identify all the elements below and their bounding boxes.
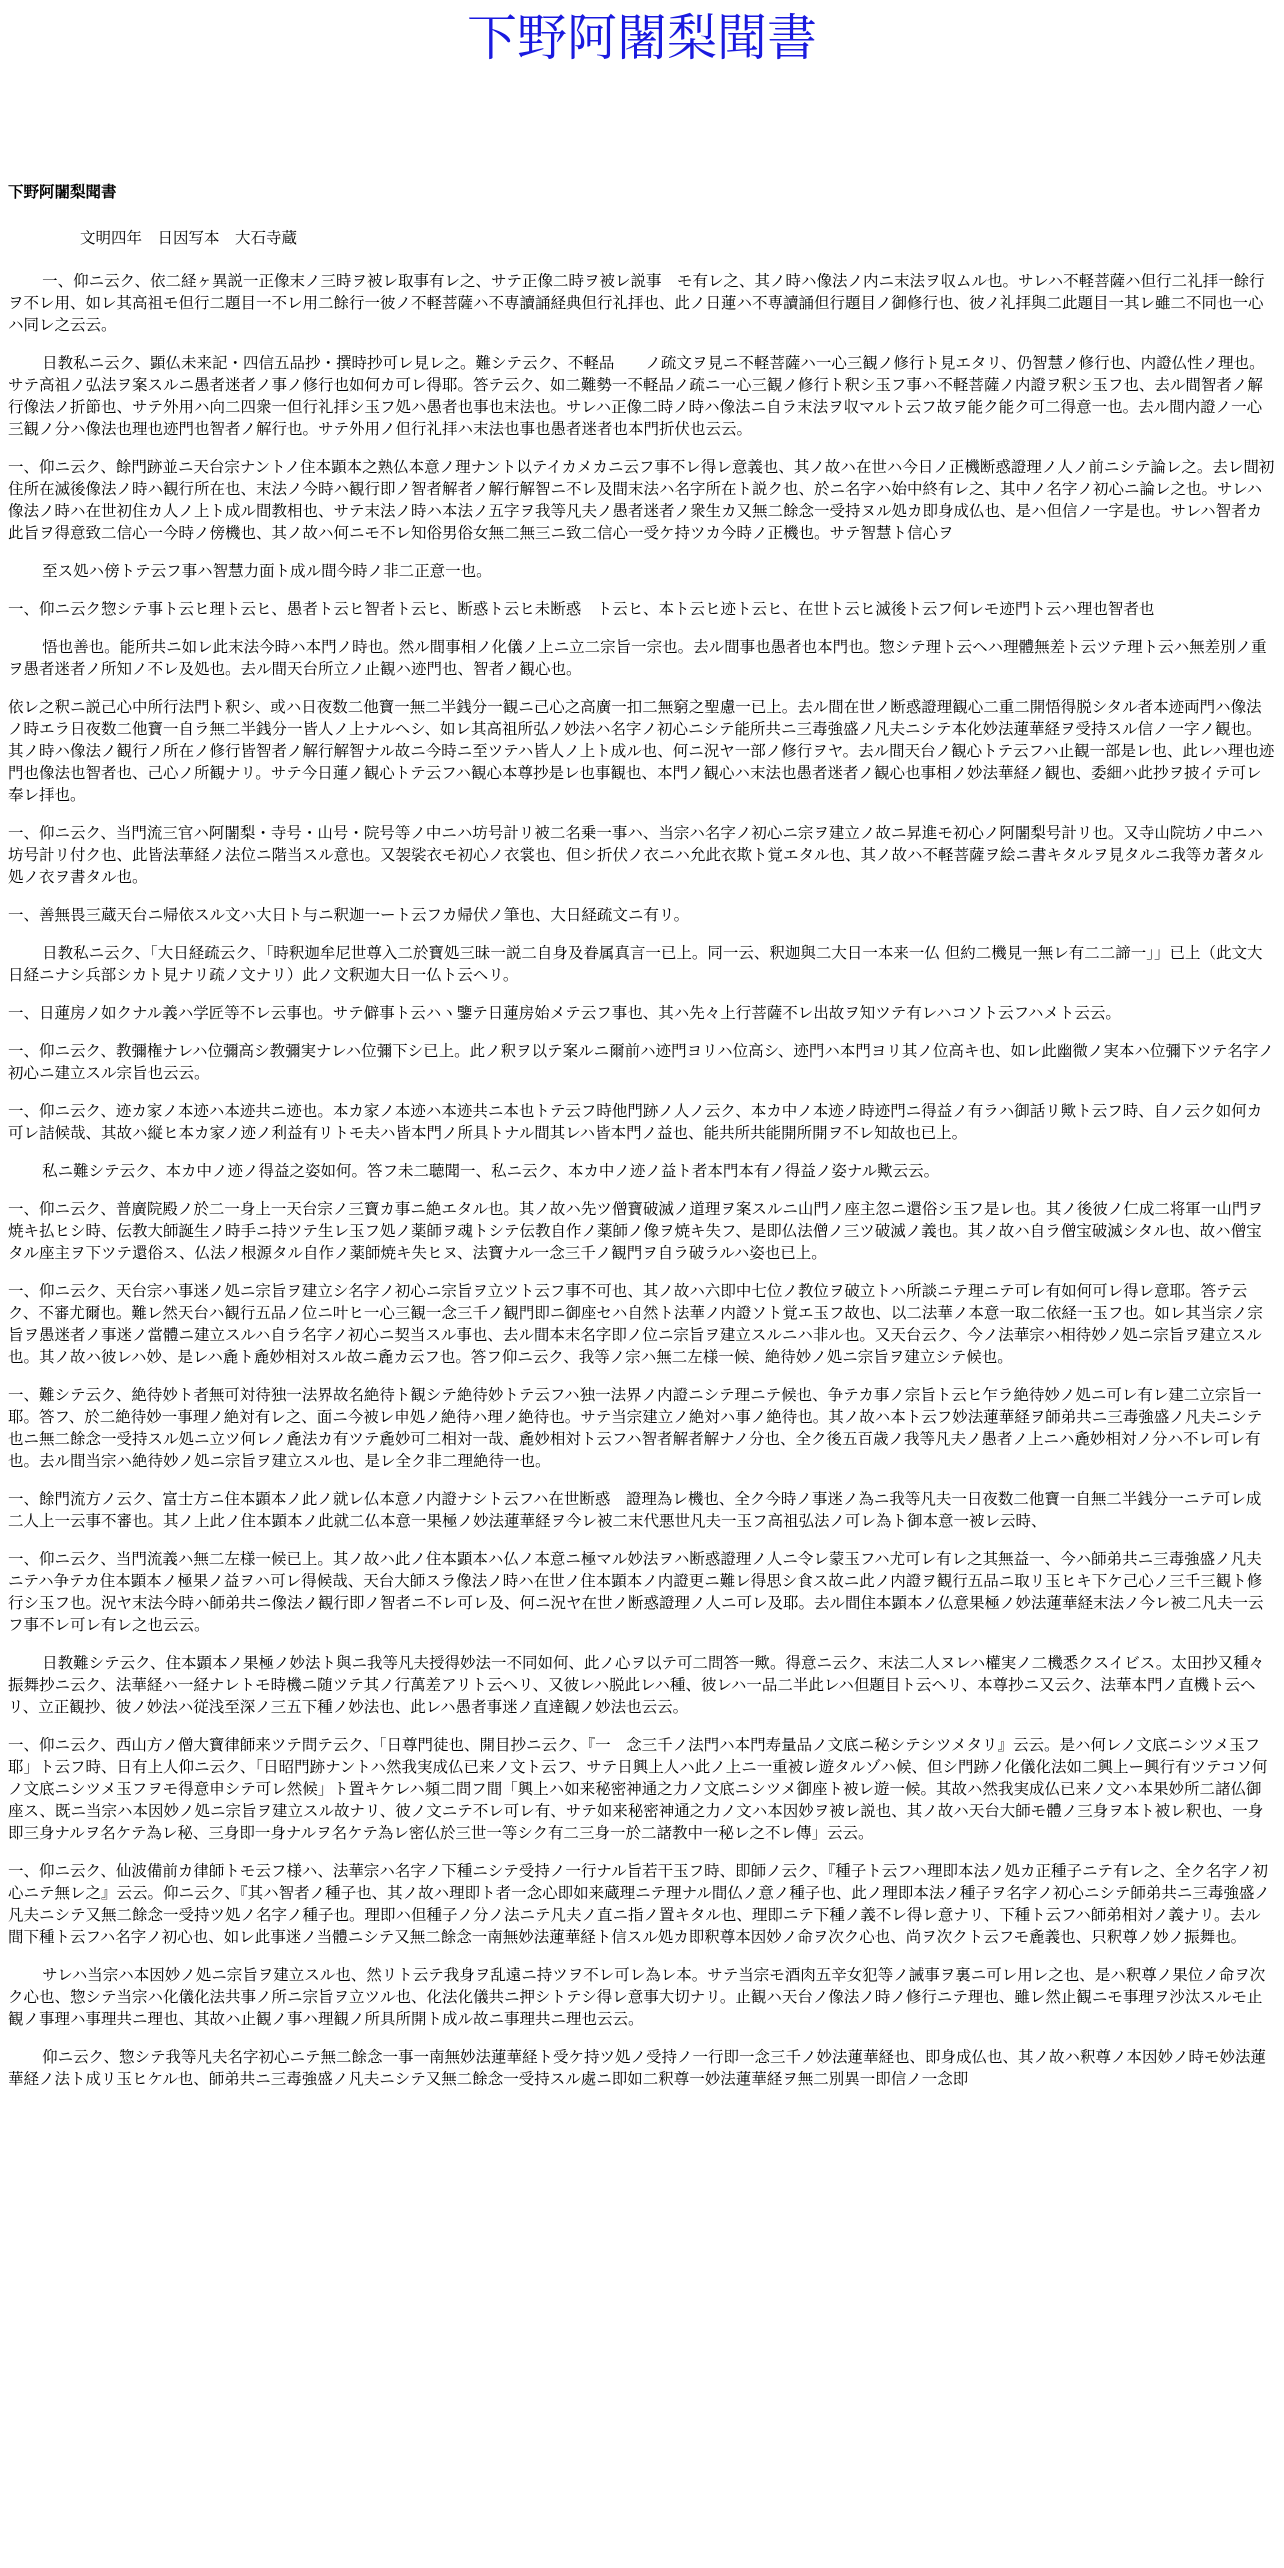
body-paragraph: 一、難シテ云ク、絶待妙ト者無可対待独一法界故名絶待ト観シテ絶待妙トテ云フハ独一法界ノ内證ニシテ理ニテ候也、争テカ事ノ宗旨ト云ヒ乍ラ絶待妙ノ処ニ可レ有レ建二立宗旨一耶。答フ、於二絶待妙一事理ノ絶対有レ之、面ニ今被レ申処ノ絶待ハ理ノ絶待也。サテ当宗建立ノ絶対ハ事ノ絶待也。其ノ故ハ本ト云フ妙法蓮華経ヲ師弟共ニ三毒強盛ノ凡夫ニシテ也ニ無二餘念一受持スル処ニ立ツ何レノ麁法カ有ツテ麁妙可二相対一哉、麁妙相対ト云フハ智者解者解ナノ分也、全ク後五百歳ノ我等凡夫ノ愚者ノ上ニハ麁妙相対ノ分ハ不レ可レ有也。去ル間当宗ハ絶待妙ノ処ニ宗旨ヲ建立スル也、是レ全ク非二理絶待一也。 <box>8 1386 1263 1470</box>
body-paragraph: 一、仰ニ云ク、依二経ヶ異説一正像末ノ三時ヲ被レ取事有レ之、サテ正像二時ヲ被レ説事 モ有レ之、其ノ時ハ像法ノ内ニ末法ヲ収ムル也。サレハ不軽菩薩ハ但行二礼拝一餘行ヲ不レ用、如レ其高祖モ但行二題目一不レ用二餘行一彼ノ不軽菩薩ハ不専讀誦経典但行礼拝也、此ノ日蓮ハ不専讀誦但行題目ノ御修行也、彼ノ礼拝與二此題目一其レ雖二不同也一心ハ同レ之云云。 <box>8 272 1265 334</box>
body-paragraph: 私ニ難シテ云ク、本カ中ノ迹ノ得益之姿如何。答フ未二聴聞一、私ニ云ク、本カ中ノ迹ノ益ト者本門本有ノ得益ノ姿ナル歟云云。 <box>42 1162 940 1180</box>
body-paragraph: 日教難シテ云ク、住本顕本ノ果極ノ妙法ト與ニ我等凡夫授得妙法一不同如何、此ノ心ヲ以テ可二問答一歟。得意ニ云ク、末法二人ヌレハ權実ノ二機悉クスイビス。太田抄又種々振舞抄ニ云ク、法華経ハ一経ナレトモ時機ニ随ツテ其ノ行萬差アリト云ヘリ、又彼レハ脱此レハ種、彼レハ一品二半此レハ但題目ト云ヘリ、本尊抄ニ又云ク、法華本門ノ直機ト云ヘリ、立正観抄、彼ノ妙法ハ従浅至深ノ三五下種ノ妙法也、此レハ愚者事迷ノ直達観ノ妙法也云云。 <box>8 1654 1265 1716</box>
document-heading: 下野阿闍梨聞書 <box>8 182 117 201</box>
body-paragraph: 一、仰ニ云ク、仙波備前カ律師トモ云フ様ハ、法華宗ハ名字ノ下種ニシテ受持ノ一行ナル旨若干玉フ時、即師ノ云ク、『種子ト云フハ理即本法ノ処カ正種子ニテ有レ之、全ク名字ノ初心ニテ無レ之』云云。仰ニ云ク、『其ハ智者ノ種子也、其ノ故ハ理即ト者一念心即如来蔵理ニテ理ナル間仏ノ意ノ種子也、此ノ理即本法ノ種子ヲ名字ノ初心ニシテ師弟共ニ三毒強盛ノ凡夫ニシテ又無二餘念一受持ツ処ノ名字ノ種子也。理即ハ但種子ノ分ノ法ニテ凡夫ノ直ニ指ノ置キタル也、理即ニテ下種ノ義不レ得レ意ナリ、下種ト云フハ師弟相対ノ義ナリ。去ル間下種ト云フハ名字ノ初心也、如レ此事迷ノ当體ニシテ又無二餘念一南無妙法蓮華経ト信スル処カ即釈尊本因妙ノ命ヲ次ク心也、尚ヲ次クト云フモ麁義也、只釈尊ノ妙ノ振舞也。 <box>8 1862 1270 1946</box>
body-paragraph: 一、善無畏三蔵天台ニ帰依スル文ハ大日ト与ニ釈迦一ート云フカ帰伏ノ筆也、大日経疏文ニ有リ。 <box>8 906 690 924</box>
body-paragraph: 日教私ニ云ク、「大日経疏云ク、「時釈迦牟尼世尊入二於寶処三昧一説二自身及眷属真言一已上。同一云、釈迦與二大日一本来一仏 但約二機見一無レ有二二諦一」」已上（此文大日経ニナシ兵部シカト見ナリ疏ノ文ナリ）此ノ文釈迦大日一仏ト云ヘリ。 <box>8 944 1263 984</box>
body-paragraph: 日教私ニ云ク、顕仏未来記・四信五品抄・撰時抄可レ見レ之。難シテ云ク、不軽品 ノ疏文ヲ見ニ不軽菩薩ハ一心三観ノ修行ト見エタリ、仍智慧ノ修行也、内證仏性ノ理也。サテ高祖ノ弘法ヲ案スルニ愚者迷者ノ事ノ修行也如何カ可レ得耶。答テ云ク、如二難勢一不軽品ノ疏ニ一心三観ノ修行ト釈シ玉フ事ハ不軽菩薩ノ内證ヲ釈シ玉フ也、去ル間智者ノ解行像法ノ折節也、サテ外用ハ向二四衆一但行礼拝シ玉フ処ハ愚者也事也末法也。サレハ正像二時ノ時ハ像法ニ自ラ末法ヲ収マルト云フ故ヲ能ク能ク可二得意一也。去ル間内證ノ一心三観ノ分ハ像法也理也迹門也智者ノ解行也。サテ外用ノ但行礼拝ハ末法也事也愚者迷者也本門折伏也云云。 <box>8 354 1265 438</box>
body-paragraph: 至ス処ハ傍トテ云フ事ハ智慧力面ト成ル間今時ノ非二正意一也。 <box>42 562 492 580</box>
body-paragraph: 一、仰ニ云ク、天台宗ハ事迷ノ処ニ宗旨ヲ建立シ名字ノ初心ニ宗旨ヲ立ツト云フ事不可也、其ノ故ハ六即中七位ノ教位ヲ破立トハ所談ニテ理ニテ可レ有如何可レ得レ意耶。答テ云ク、不審尤爾也。難レ然天台ハ観行五品ノ位ニ叶ヒ一心三観一念三千ノ観門即ニ御座セハ自然ト法華ノ内證ソト覚エ玉フ故也、以二法華ノ本意一取二依経一玉フ也。如レ其当宗ノ宗旨ヲ愚迷者ノ事迷ノ當體ニ建立スルハ自ラ名字ノ初心ニ契当スル事也、去ル間本末名字即ノ位ニ宗旨ヲ建立スルニハ非ル也。又天台云ク、今ノ法華宗ハ相待妙ノ処ニ宗旨ヲ建立スル也。其ノ故ハ彼レハ妙、是レハ麁ト麁妙相対スル故ニ麁カ云フ也。答フ仰ニ云ク、我等ノ宗ハ無二左様一候、絶待妙ノ処ニ宗旨ヲ建立シテ候也。 <box>8 1282 1263 1366</box>
document-byline: 文明四年 日因写本 大石寺蔵 <box>80 229 298 247</box>
body-paragraph: 一、餘門流方ノ云ク、富士方ニ住本顕本ノ此ノ就レ仏本意ノ内證ナシト云フハ在世断惑 證理為レ機也、全ク今時ノ事迷ノ為ニ我等凡夫一日夜数二他寶一自無二半銭分一ニテ可レ成二人上一云事不審也。其ノ上此ノ住本顕本ノ此就二仏本意一果極ノ妙法蓮華経ヲ今レ被二末代悪世凡夫一玉フ高祖弘法ノ可レ為ト御本意一被レ云時、 <box>8 1490 1262 1530</box>
body-paragraph: 一、仰ニ云ク、迹カ家ノ本迹ハ本迹共ニ迹也。本カ家ノ本迹ハ本迹共ニ本也トテ云フ時他門跡ノ人ノ云ク、本カ中ノ本迹ノ時迹門ニ得益ノ有ラハ御話リ歟ト云フ時、自ノ云ク如何カ可レ詰候哉、其故ハ縦ヒ本カ家ノ迹ノ利益有リトモ夫ハ皆本門ノ所具トナル間其レハ皆本門ノ益也、能共所共能開所開ヲ不レ知故也已上。 <box>8 1102 1263 1142</box>
body-paragraph: 一、仰ニ云ク、西山方ノ僧大寶律師来ツテ問テ云ク、「日尊門徒也、開目抄ニ云ク、『一 念三千ノ法門ハ本門寿量品ノ文底ニ秘シテシツメタリ』云云。是ハ何レノ文底ニシツメ玉フ耶」ト云フ時、日有上人仰ニ云ク、「日昭門跡ナントハ然我実成仏已来ノ文ト云フ、サテ日興上人ハ此ノ上ニ一重被レ遊タルゾハ候、但シ門跡ノ化儀化法如二興上ー興行有ツテコソ何ノ文底ニシツメ玉フヲモ得意申シテ可レ然候」ト置キケレハ頻二問フ間「興上ハ如来秘密神通之力ノ文底ニシツメ御座ト被レ遊一候。其故ハ然我実成仏已来ノ文ハ本果妙所二諸仏御座ス、既ニ当宗ハ本因妙ノ処ニ宗旨ヲ建立スル故ナリ、彼ノ文ニテ不レ可レ有、サテ如来秘密神通之力ノ文ハ本因妙ヲ被レ説也、其ノ故ハ天台大師モ體ノ三身ヲ本ト被レ釈也、一身即三身ナルヲ名ケテ為レ秘、三身即一身ナルヲ名ケテ為レ密仏於三世一等シク有二三身一於二諸教中一秘レ之不レ傳」云云。 <box>8 1736 1268 1842</box>
document-body <box>8 270 1276 2106</box>
body-paragraph: 悟也善也。能所共ニ如レ此末法今時ハ本門ノ時也。然ル間事相ノ化儀ノ上ニ立二宗旨一宗也。去ル間事也愚者也本門也。惣シテ理ト云ヘハ理體無差ト云ツテ理ト云ハ無差別ノ重ヲ愚者迷者ノ所知ノ不レ及処也。去ル間天台所立ノ止観ハ迹門也、智者ノ観心也。 <box>8 638 1267 678</box>
body-paragraph: 一、仰ニ云ク惣シテ事ト云ヒ理ト云ヒ、愚者ト云ヒ智者ト云ヒ、断惑ト云ヒ未断惑 ト云ヒ、本ト云ヒ迹ト云ヒ、在世ト云ヒ滅後ト云フ何レモ迹門ト云ハ理也智者也 <box>8 600 1155 618</box>
body-paragraph: サレハ当宗ハ本因妙ノ処ニ宗旨ヲ建立スル也、然リト云テ我身ヲ乱遠ニ持ツヲ不レ可レ為レ本。サテ当宗モ酒肉五辛女犯等ノ誡事ヲ裏ニ可レ用レ之也、是ハ釈尊ノ果位ノ命ヲ次ク心也、惣シテ当宗ハ化儀化法共事ノ所ニ宗旨ヲ立ツル也、化法化儀共ニ押シトテシ得レ意事大切ナリ。止観ハ天台ノ像法ノ時ノ修行ニテ理也、雖レ然止観ニモ事理ヲ沙汰スルモ止観ノ事理ハ事理共ニ理也、其故ハ止観ノ事ハ理観ノ所具所開ト成ル故ニ事理共ニ理也云云。 <box>8 1966 1266 2028</box>
page-title: 下野阿闍梨聞書 <box>467 9 817 67</box>
body-paragraph: 一、仰ニ云ク、普廣院殿ノ於二一身上一天台宗ノ三寶カ事ニ絶エタル也。其ノ故ハ先ツ僧寶破滅ノ道理ヲ案スルニ山門ノ座主忽ニ還俗シ玉フ是レ也。其ノ後彼ノ仁成二将軍一山門ヲ焼キ払ヒシ時、伝教大師誕生ノ時手ニ持ツテ生レ玉フ処ノ薬師ヲ魂トシテ伝教自作ノ薬師ノ像ヲ焼キ失フ、是即仏法僧ノ三ツ破滅ノ義也。其ノ故ハ自ラ僧宝破滅シタル也、故ハ僧宝タル座主ヲ下ツテ還俗ス、仏法ノ根源タル自作ノ薬師焼キ失ヒヌ、法寶ナル一念三千ノ観門ヲ自ラ破ラルハ姿也已上。 <box>8 1200 1263 1262</box>
body-paragraph: 仰ニ云ク、惣シテ我等凡夫名字初心ニテ無二餘念一事一南無妙法蓮華経ト受ケ持ツ処ノ受持ノ一行即一念三千ノ妙法蓮華経也、即身成仏也、其ノ故ハ釈尊ノ本因妙ノ時モ妙法蓮華経ノ法ト成リ玉ヒケル也、師弟共ニ三毒強盛ノ凡夫ニシテ又無二餘念一受持スル處ニ即如二釈尊一妙法蓮華経ヲ無二別異一即信ノ一念即 <box>8 2048 1266 2088</box>
body-paragraph: 一、仰ニ云ク、当門流義ハ無二左様一候已上。其ノ故ハ此ノ住本顕本ハ仏ノ本意ニ極マル妙法ヲハ断惑證理ノ人ニ令レ蒙玉フハ尤可レ有レ之其無益一、今ハ師弟共ニ三毒強盛ノ凡夫ニテハ争テカ住本顕本ノ極果ノ益ヲハ可レ得候哉、天台大師スラ像法ノ時ハ在世ノ住本顕本ノ内證更ニ難レ得思シ食ス故ニ此ノ内證ヲ観行五品ニ取リ玉ヒキ下ケ己心ノ三千三観ト修行シ玉フ也。況ヤ末法今時ハ師弟共ニ像法ノ観行即ノ智者ニ不レ可レ及、何ニ況ヤ在世ノ断惑證理ノ人ニ可レ及耶。去ル間住本顕本ノ仏意果極ノ妙法蓮華経末法ノ今レ被二凡夫一云フ事不レ可レ有レ之也云云。 <box>8 1550 1264 1634</box>
body-paragraph: 一、仰ニ云ク、餘門跡並ニ天台宗ナントノ住本顕本之熟仏本意ノ理ナント以テイカメカニ云フ事不レ得レ意義也、其ノ故ハ在世ハ今日ノ正機断惑證理ノ人ノ前ニシテ論レ之。去レ間初住所在滅後像法ノ時ハ観行所在也、末法ノ今時ハ観行即ノ智者解者ノ解行解智ニ不レ及間末法ハ名字所在ト説ク也、於ニ名字ハ始中終有レ之、其中ノ名字ノ初心ニ論レ之也。サレハ像法ノ時ハ在世初住カ人ノ上ト成ル間教相也、サテ末法ノ時ハ本法ノ五字ヲ我等凡夫ノ愚者迷者ノ衆生カ又無二餘念一受持ヌル処カ即身成仏也、是ハ但信ノ一字是也。サレハ智者カ此旨ヲ得意致二信心一今時ノ傍機也、其ノ故ハ何ニモ不レ知俗男俗女無二無三ニ致二信心一受ケ持ツカ今時ノ正機也。サテ智慧ト信心ヲ <box>8 458 1275 542</box>
body-paragraph: 一、仰ニ云ク、教彌権ナレハ位彌高シ教彌実ナレハ位彌下シ已上。此ノ釈ヲ以テ案ルニ爾前ハ迹門ヨリハ位高シ、迹門ハ本門ヨリ其ノ位高キ也、如レ此幽微ノ実本ハ位彌下ツテ名字ノ初心ニ建立スル宗旨也云云。 <box>8 1042 1274 1082</box>
body-paragraph: 一、仰ニ云ク、当門流三官ハ阿闍梨・寺号・山号・院号等ノ中ニハ坊号計リ被二名乗一事ハ、当宗ハ名字ノ初心ニ宗ヲ建立ノ故ニ昇進モ初心ノ阿闍梨号計リ也。又寺山院坊ノ中ニハ坊号計リ付ク也、此皆法華経ノ法位ニ階当スル意也。又袈裟衣モ初心ノ衣裳也、但シ折伏ノ衣ニハ允此衣欺ト覚エタル也、其ノ故ハ不軽菩薩ヲ絵ニ書キタルヲ見タルニ我等カ著タル処ノ衣ヲ書タル也。 <box>8 824 1264 886</box>
body-paragraph: 依レ之釈ニ説己心中所行法門ト釈シ、或ハ日夜数二他寶一無二半銭分一観ニ己心之高廣一扣二無窮之聖慮一已上。去ル間在世ノ断惑證理観心二重二開悟得脱シタル者本迹両門ハ像法ノ時エラ日夜数二他寶一自ラ無二半銭分一皆人ノ上ナルヘシ、如レ其高祖所弘ノ妙法ハ名字ノ初心ニシテ能所共ニ三毒強盛ノ凡夫ニシテ本化妙法蓮華経ヲ受持スル信ノ一字ノ観也。其ノ時ハ像法ノ観行ノ所在ノ修行皆智者ノ解行解智ナル故ニ今時ニ至ツテハ皆人ノ上ト成ル也、何ニ況ヤ一部ノ修行ヲヤ。去ル間天台ノ観心トテ云フハ止観一部是レ也、此レハ理也迹門也像法也智者也、己心ノ所観ナリ。サテ今日蓮ノ観心トテ云フハ観心本尊抄是レ也事観也、本門ノ観心ハ末法也愚者迷者ノ観心也事相ノ妙法華経ノ観也、委細ハ此抄ヲ披イテ可レ奉レ拝也。 <box>8 698 1275 804</box>
body-paragraph: 一、日蓮房ノ如クナル義ハ学匠等不レ云事也。サテ僻事ト云ハヽ鑒テ日蓮房始メテ云フ事也、其ハ先々上行菩薩不レ出故ヲ知ツテ有レハコソト云フハメト云云。 <box>8 1004 1121 1022</box>
